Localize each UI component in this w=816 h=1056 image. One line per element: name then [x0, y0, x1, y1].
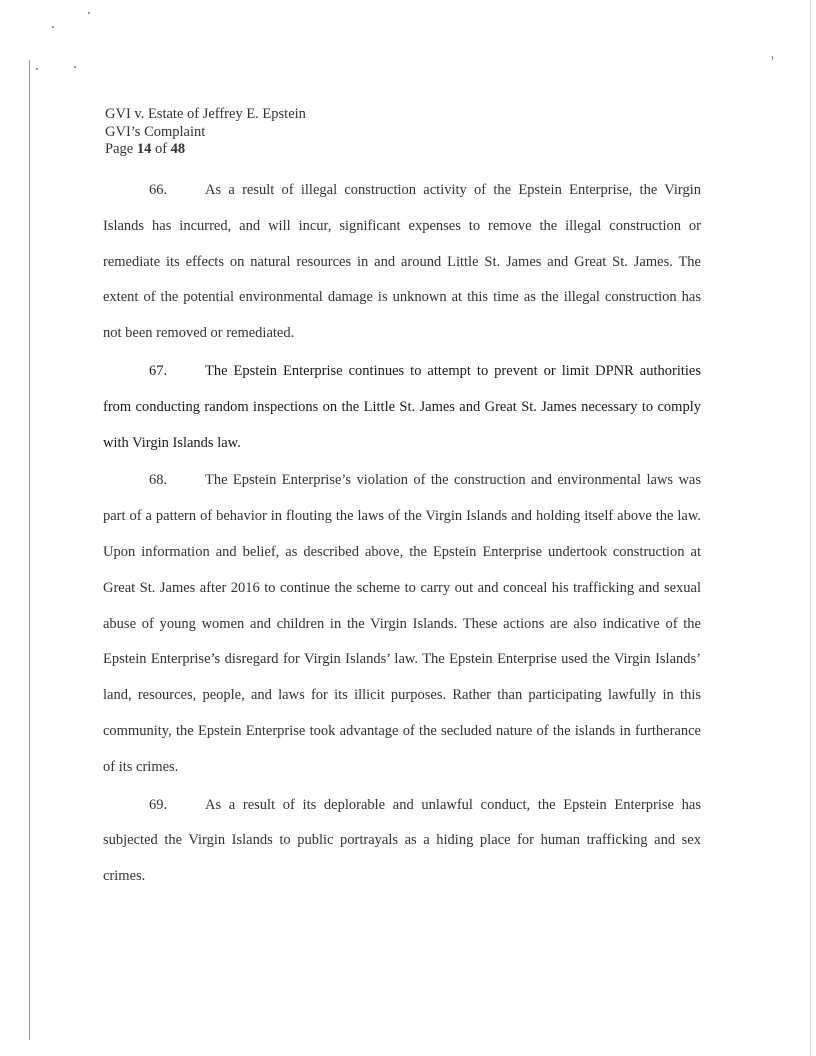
paragraph-66 [103, 173, 701, 352]
scan-speck [36, 68, 38, 70]
paragraph-text: The Epstein Enterprise continues to attempt to prevent or limit DPNR authorities from conducting random inspections on the Little St. James and Great St. James necessary to comply with Virgin Islands law. [103, 362, 701, 451]
scan-speck [74, 66, 76, 68]
scan-speck [88, 12, 90, 14]
scan-speck [772, 56, 773, 60]
paragraph-text: As a result of illegal construction activity of the Epstein Enterprise, the Virgin Islands has incurred, and will incur, significant expenses to remove the illegal construction or remediate its effects on natural resources in and around Little St. James and Great St. James. The extent of the potential environmental damage is unknown at this time as the illegal construction has not been removed or remediated. [103, 182, 701, 342]
paragraph-68 [103, 463, 701, 785]
page-indicator [105, 141, 306, 159]
left-margin-rule [29, 60, 30, 1040]
scan-speck [52, 26, 54, 28]
page-total: 48 [170, 141, 186, 157]
document-header [105, 106, 306, 159]
paragraph-number: 66. [149, 182, 168, 198]
document-name: GVI’s Complaint [105, 123, 206, 140]
case-title: GVI v. Estate of Jeffrey E. Epstein [105, 106, 306, 122]
paragraph-text: The Epstein Enterprise’s violation of the construction and environmental laws was part of a pattern of behavior in flouting the laws of the Virgin Islands and holding itself above the law. Upon information and belief, as described above, the Epstein Enterprise undertook construction at Great St. James after 2016 to continue the scheme to carry out and conceal his trafficking and sexual abuse of young women and children in the Virgin Islands. These actions are also indicative of the Epstein Enterprise’s disregard for Virgin Islands’ law. The Epstein Enterprise used the Virgin Islands’ land, resources, people, and laws for its illicit purposes. Rather than participating lawfully in this community, the Epstein Enterprise took advantage of the secluded nature of the islands in furtherance of its crimes. [103, 472, 701, 775]
paragraph-text: As a result of its deplorable and unlawful conduct, the Epstein Enterprise has subjected the Virgin Islands to public portrayals as a hiding place for human trafficking and sex crimes. [103, 796, 701, 885]
page-number: 14 [136, 141, 152, 157]
paragraph-number: 67. [149, 362, 168, 379]
paragraph-69 [103, 788, 701, 895]
page-prefix: Page [105, 141, 134, 157]
page-of: of [154, 141, 168, 157]
document-body [103, 173, 701, 895]
paragraph-67 [103, 354, 701, 461]
right-edge-rule [810, 0, 811, 1056]
paragraph-number: 69. [149, 796, 168, 813]
paragraph-number: 68. [149, 472, 168, 489]
